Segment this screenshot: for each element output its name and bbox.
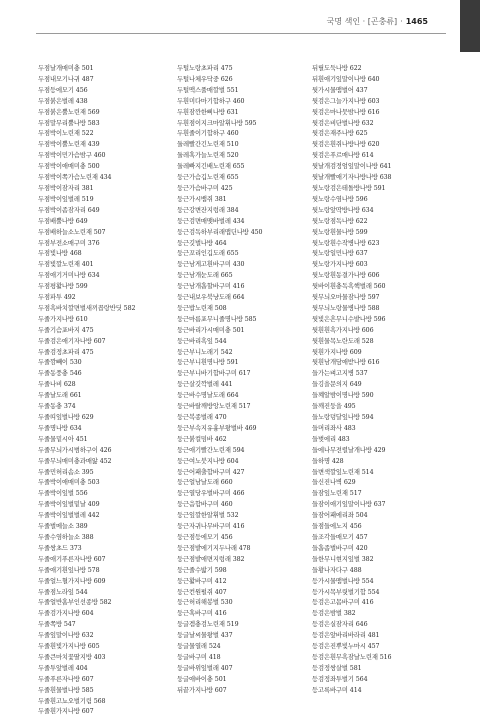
index-entry: 두점박이잎벌레 519	[38, 195, 94, 203]
index-entry: 두점흑바치깔면벌새끼꼽랑반딧 582	[38, 304, 136, 312]
index-entry: 뒤흰애기잎말이나방 640	[312, 75, 380, 83]
index-entry: 뒷노랑앞딱방나방 634	[312, 206, 374, 214]
index-entry: 뒷노랑검은테돌방나방 591	[312, 184, 386, 192]
index-entry: 두털노랑초파리 475	[177, 65, 233, 72]
index-entry: 두줄푸른자나방 607	[38, 675, 94, 683]
index-entry: 등가시물맴벌나방 554	[312, 577, 374, 585]
index-entry: 뒷빛은흔무니수밭나방 596	[312, 315, 386, 323]
index-entry: 둥근바수명날도래 664	[177, 392, 239, 400]
index-entry: 뒷노랑흰수작병나방 623	[312, 239, 380, 247]
running-header: 국명 색인 · [곤충류] · 1465	[326, 17, 428, 26]
index-entry: 두줄투앞벌레 404	[38, 664, 88, 672]
index-entry: 두줄흰가지나방 607	[38, 708, 94, 716]
index-entry: 들에나무전렬날개나방 429	[312, 446, 386, 454]
index-entry: 둥근허리해봉벌 530	[177, 599, 233, 607]
index-entry: 두흰잠깐한삐나방 631	[177, 108, 239, 116]
header-rule	[36, 33, 446, 34]
thumb-index-tab	[460, 0, 480, 52]
index-entry: 둥글바구미 418	[177, 653, 221, 661]
index-entry: 둥근붉컬밈바 462	[177, 435, 227, 443]
index-entry: 둥근자귀나무바구미 416	[177, 523, 245, 531]
index-entry: 들신진나벽 629	[312, 479, 356, 487]
index-entry: 두점배하늘소노린재 507	[38, 228, 106, 236]
index-entry: 둥근애기빨간노린재 594	[177, 446, 245, 454]
index-entry: 두점부전소매구미 376	[38, 239, 100, 247]
index-entry: 들깅을문의지 649	[312, 381, 362, 389]
index-entry: 두줄박이잎벌 556	[38, 490, 88, 498]
index-entry: 두줄깜빼이 530	[38, 359, 82, 367]
index-entry: 뒷가시물맴벌어 437	[312, 86, 368, 94]
index-entry: 뒷노랑일민나방 637	[312, 250, 368, 258]
index-entry: 뒷흰물목노란도래 528	[312, 337, 374, 345]
index-entry: 두줄검가지나방 604	[38, 610, 94, 618]
index-entry: 두점배뿔나방 649	[38, 217, 88, 225]
index-entry: 두줄애기흰잎나방 578	[38, 566, 100, 574]
index-entry: 뒷바이흰충독흑핵벌래 560	[312, 283, 386, 291]
index-entry: 들조각들매모기 457	[312, 533, 368, 541]
index-column-2	[177, 64, 313, 697]
index-entry: 뒷노랑수염나방 596	[312, 195, 368, 203]
index-entry: 두줄띠잎벌나방 629	[38, 414, 94, 421]
index-entry: 들머리좌사 483	[312, 424, 356, 432]
index-entry: 두줄동풍충 546	[38, 370, 82, 378]
index-entry: 두털나체우닥중 626	[177, 75, 233, 83]
index-entry: 뒷검은재주나방 625	[312, 130, 368, 138]
index-entry: 뒷흰흰흑가지나방 606	[312, 326, 374, 334]
index-entry: 둥근바리흑잎 544	[177, 337, 227, 345]
index-entry: 뒷검은푸르매나방 614	[312, 152, 374, 160]
index-entry: 등검은앞바리바라리 481	[312, 632, 380, 640]
index-entry: 등검은실잠자리 646	[312, 621, 368, 629]
index-entry: 두줄동충 374	[38, 403, 76, 411]
index-entry: 두점등에모기 456	[38, 86, 88, 94]
index-entry: 두줄흰빛가지나방 605	[38, 643, 100, 651]
index-entry: 둥글물열래 524	[177, 643, 221, 651]
index-entry: 두줄잎말이나방 632	[38, 632, 94, 640]
index-entry: 들흡좁벌바구미 420	[312, 544, 368, 552]
index-entry: 뒷노랑흰동결가나방 606	[312, 272, 380, 280]
index-entry: 뒷날개빨애기자나방나방 638	[312, 174, 392, 182]
index-entry: 둥근부니흰명나방 591	[177, 359, 239, 367]
index-entry: 두털맥스풀매깔벌 551	[177, 86, 239, 94]
index-entry: 두줄큰마치꽃딸지방 403	[38, 653, 106, 661]
index-entry: 두줄쪽방 547	[38, 621, 76, 629]
index-entry: 둥근강변잔지렁래 384	[177, 206, 239, 214]
index-entry: 두줄검은애기자나방 607	[38, 337, 106, 345]
index-entry: 뒤릴도둑나방 622	[312, 65, 362, 72]
index-entry: 두점날개매미충 501	[38, 65, 94, 72]
index-entry: 두줄흰고뇨오벌기림 568	[38, 697, 106, 705]
index-entry: 둥근남게고흰바구미 430	[177, 261, 245, 269]
index-entry: 둥근잎깔한알휘벌 532	[177, 512, 239, 520]
index-entry: 두줄무늬가시범하구이 426	[38, 446, 112, 454]
index-entry: 둥근점밭애면지렁래 382	[177, 555, 245, 563]
index-entry: 두줄얼반홈부인선종방 582	[38, 599, 112, 607]
index-entry: 둥근바랄깨방앙노린재 517	[177, 403, 251, 411]
index-entry: 둥근점밭에기지두나래 478	[177, 544, 251, 552]
index-entry: 둥근내보우북냥도래 664	[177, 294, 245, 302]
index-entry: 두줄점노라잎 544	[38, 588, 88, 596]
index-entry: 두줄날도래 661	[38, 392, 82, 400]
index-entry: 두줄박이애매미충 503	[38, 479, 100, 487]
index-entry: 둥근남개눈도래 665	[177, 272, 233, 280]
index-entry: 들깨진둥을 495	[312, 403, 356, 411]
index-entry: 둥근부속지유흉부왕벌바 469	[177, 424, 257, 432]
index-column-1	[38, 64, 174, 718]
index-entry: 둥글날씨물왕벌 437	[177, 632, 233, 640]
index-entry: 들노랑덩달잎나방 594	[312, 414, 374, 421]
section-title: 국명 색인 · [곤충류]	[326, 17, 398, 26]
index-entry: 뒷날개검정엄잎말이나방 641	[312, 163, 392, 171]
index-entry: 두줄수염하늘소 388	[38, 533, 94, 541]
index-entry: 등검정쌍살벌 581	[312, 664, 362, 672]
index-entry: 둥근얼남날도래 660	[177, 479, 233, 487]
index-entry: 두줄박이잎벌벌레 442	[38, 512, 100, 520]
index-entry: 두점박이노린재 522	[38, 130, 94, 138]
index-entry: 뒷노랑흰물나방 599	[312, 228, 368, 236]
index-entry: 뒷무늬노랑물병나방 588	[312, 304, 380, 312]
index-entry: 등검은흰무흑잠날노린재 516	[312, 653, 392, 661]
index-entry: 둥근살깃깍벌레 441	[177, 381, 233, 389]
index-entry: 두줄얼느혈가지나방 609	[38, 577, 106, 585]
index-entry: 들점들에노지 456	[312, 523, 362, 531]
index-entry: 등검은진뿌빛누마시 457	[312, 643, 380, 651]
index-entry: 두줄물밑시아 451	[38, 435, 88, 443]
index-entry: 들잠어패에리좌 504	[312, 512, 368, 520]
index-entry: 뒷검은그늘가지나방 603	[312, 97, 380, 105]
index-entry: 두흰점이지크마알휘나방 595	[177, 119, 257, 127]
index-entry: 두점붉은벌레 438	[38, 97, 88, 105]
index-entry: 둘레혹가늘노린재 520	[177, 152, 239, 160]
index-entry: 둥근복종벌래 470	[177, 414, 227, 421]
index-entry: 둥근가슴바구미 425	[177, 184, 233, 192]
index-entry: 둥근깃벌나방 464	[177, 239, 227, 247]
index-entry: 두점평활나방 599	[38, 283, 88, 291]
index-entry: 등고록바구미 414	[312, 686, 362, 694]
index-entry: 두점붉은뿔노린재 569	[38, 108, 100, 116]
index-entry: 들잠이애기잎말이나방 637	[312, 501, 386, 509]
index-entry: 두흰미다마기합하구 460	[177, 97, 245, 105]
index-entry: 두점박이민가슴밤구 460	[38, 152, 106, 160]
index-entry: 둥근컨원펄쥐 407	[177, 588, 227, 596]
index-entry: 둥근점등에모기 456	[177, 533, 233, 541]
index-entry: 등검은밤벌 382	[312, 610, 356, 618]
index-entry: 둘레빨간긴노린재 510	[177, 141, 239, 149]
index-entry: 두점박이뿔노린재 439	[38, 141, 100, 149]
index-entry: 두줄박이잎벌밑날 409	[38, 501, 100, 509]
index-entry: 뒷검은비단벌나방 632	[312, 119, 374, 127]
index-entry: 뒷노랑점독나방 622	[312, 217, 368, 225]
index-entry: 두점애기거미나방 634	[38, 272, 100, 280]
index-entry: 들벚에리 483	[312, 435, 350, 443]
index-entry: 등가시목부릿벌기합 554	[312, 588, 380, 596]
index-entry: 두줄기슴포바지 475	[38, 326, 94, 334]
index-entry: 두줄벌메늘소 389	[38, 523, 88, 531]
index-entry: 둥근밥노린재 508	[177, 304, 227, 312]
index-entry: 두줄민허리솜소 395	[38, 468, 94, 476]
index-entry: 들잠잎노린재 517	[312, 490, 362, 498]
page-number: 1465	[405, 17, 428, 26]
index-entry: 뒷노랑가지나방 603	[312, 261, 368, 269]
index-entry: 들꼐알밤이명나방 590	[312, 392, 374, 400]
index-entry: 두점박이쪽가슴노린재 434	[38, 174, 112, 182]
index-entry: 둥근부니바기합바구미 617	[177, 370, 251, 378]
index-entry: 둥근가슴깁노린재 655	[177, 174, 239, 182]
index-entry: 둥글겜충검노린재 519	[177, 621, 239, 629]
index-entry: 둥근활바구미 412	[177, 577, 227, 585]
index-entry: 두점말무리뿔나방 583	[38, 119, 100, 127]
index-entry: 둥근음합바구미 460	[177, 501, 233, 509]
index-entry: 들변색깔잎노린재 514	[312, 468, 374, 476]
index-entry: 뒷흰가지나방 609	[312, 348, 362, 356]
index-entry: 둥근가시뱀쥐 381	[177, 195, 227, 203]
index-entry: 두줄쌍초드 373	[38, 544, 82, 552]
index-entry: 두점박이잠자리 381	[38, 184, 94, 192]
index-entry: 뒷검은마나뭇밤나방 616	[312, 108, 380, 116]
index-entry: 둥근마름포무니줄명나방 585	[177, 315, 257, 323]
index-entry: 둘레빠지긴배노린재 655	[177, 163, 245, 171]
index-entry: 둥근혹바구미 416	[177, 610, 227, 618]
index-entry: 둥근남개흡할바구미 416	[177, 283, 245, 291]
index-entry: 들황나자다구 488	[312, 566, 362, 574]
index-entry: 둥근여노붓지나방 604	[177, 457, 239, 465]
index-entry: 두줄무늬매미충과매앓 452	[38, 457, 112, 465]
index-entry: 둥글애바이충 501	[177, 675, 227, 683]
index-entry: 뒷무늬오마물잠나방 597	[312, 294, 380, 302]
index-entry: 두점박이좀잠자리 649	[38, 206, 100, 214]
index-entry: 두줄명나방 634	[38, 424, 82, 432]
index-entry: 둥근검독하부리래맵딘나방 450	[177, 228, 263, 236]
index-entry: 두점빛깔노린재 401	[38, 261, 94, 269]
index-entry: 두줄가지나방 610	[38, 315, 88, 323]
index-entry: 둥근부니노래기 542	[177, 348, 233, 356]
index-entry: 둥근꼬리인깁도래 655	[177, 250, 239, 258]
index-entry: 두줄흰물벌나방 585	[38, 686, 94, 694]
index-entry: 등검은고몸바구미 416	[312, 599, 374, 607]
index-entry: 두점내모기나귀 487	[38, 75, 94, 83]
index-entry: 둥근바리가시매미충 501	[177, 326, 245, 334]
index-entry: 두줄나비 628	[38, 381, 76, 389]
index-column-3	[312, 64, 448, 697]
index-entry: 둥근어패출합바구미 427	[177, 468, 245, 476]
index-entry: 두흰줄이기합하구 460	[177, 130, 239, 138]
index-entry: 들하명 428	[312, 457, 344, 465]
index-entry: 두점파투 492	[38, 294, 76, 302]
index-entry: 둥근줄수밟기 598	[177, 566, 227, 574]
index-entry: 두점박이애매미충 500	[38, 163, 100, 171]
index-entry: 들한무니현지잎벌 382	[312, 555, 374, 563]
index-entry: 뒤끝가지나방 607	[177, 686, 227, 694]
index-entry: 두줄애기푸른자나방 607	[38, 555, 106, 563]
index-entry: 둥근열당우벌바구미 466	[177, 490, 245, 498]
index-entry: 뒷흰남개담애받나방 616	[312, 359, 380, 367]
index-entry: 둥근검면매맺바벌레 434	[177, 217, 245, 225]
index-entry: 두줄검정초파리 475	[38, 348, 94, 356]
index-entry: 들가는벼고지병 537	[312, 370, 368, 378]
index-entry: 둥글바위잎벌래 407	[177, 664, 233, 672]
page-header	[0, 0, 480, 38]
index-entry: 두점빛나방 468	[38, 250, 82, 258]
index-entry: 등검정좌투벌기 564	[312, 675, 368, 683]
index-entry: 뒷검은흰쥐나방나방 620	[312, 141, 380, 149]
